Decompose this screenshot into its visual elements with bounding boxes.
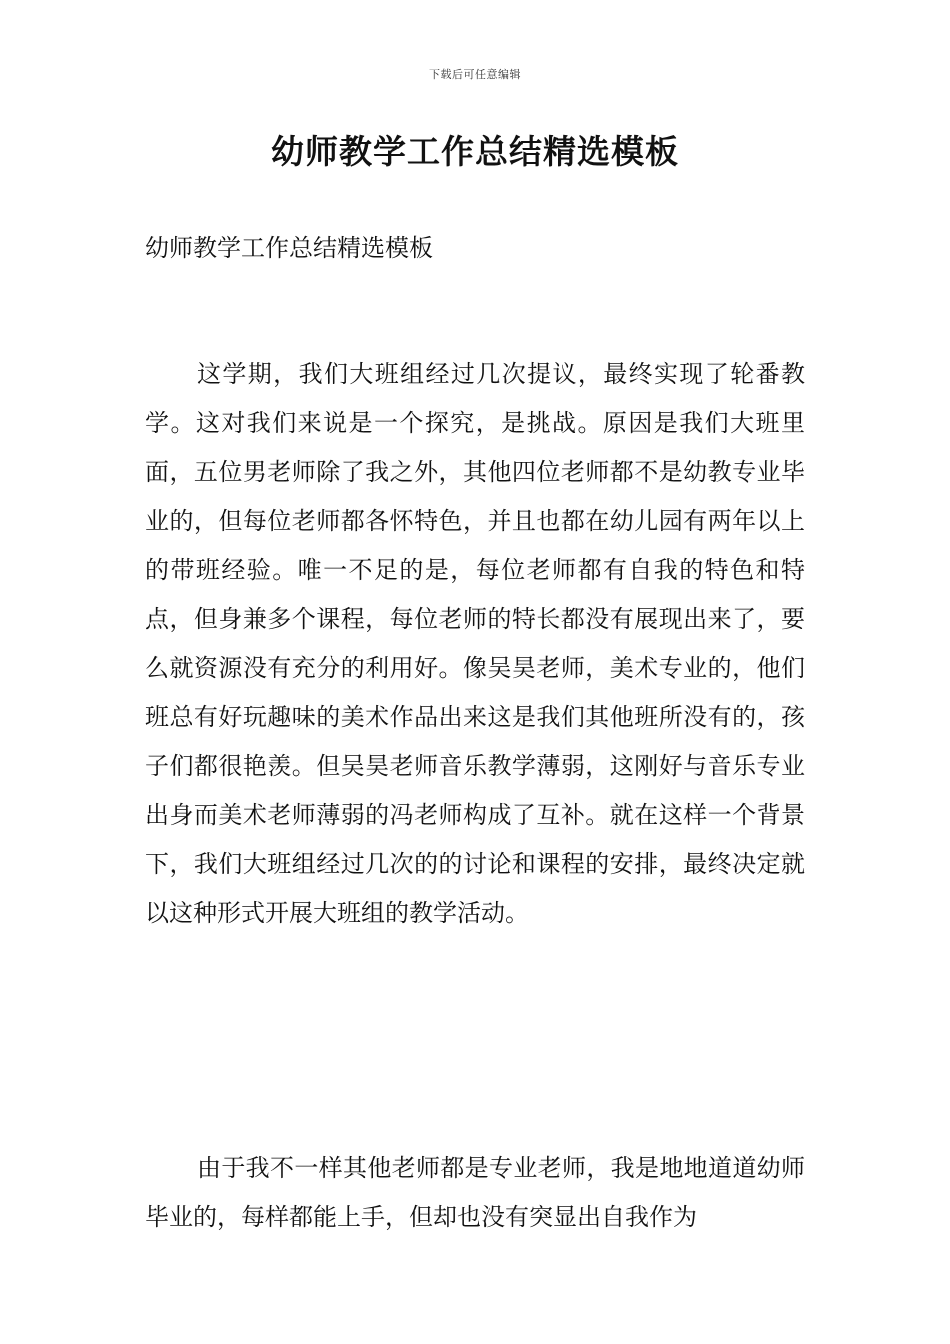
body-paragraph: 由于我不一样其他老师都是专业老师，我是地地道道幼师毕业的，每样都能上手，但却也没有突显出自我作为 <box>145 1154 805 1231</box>
page-title: 幼师教学工作总结精选模板 <box>271 132 679 171</box>
document-subtitle: 幼师教学工作总结精选模板 <box>145 234 433 262</box>
header-note: 下载后可任意编辑 <box>429 68 521 81</box>
body-paragraph: 这学期，我们大班组经过几次提议，最终实现了轮番教学。这对我们来说是一个探究，是挑战。原因是我们大班里面，五位男老师除了我之外，其他四位老师都不是幼教专业毕业的，但每位老师都各怀特色，并且也都在幼儿园有两年以上的带班经验。唯一不足的是，每位老师都有自我的特色和特点，但身兼多个课程，每位老师的特长都没有展现出来了，要么就资源没有充分的利用好。像吴昊老师，美术专业的，他们班总有好玩趣味的美术作品出来这是我们其他班所没有的，孩子们都很艳羡。但吴昊老师音乐教学薄弱，这刚好与音乐专业出身而美术老师薄弱的冯老师构成了互补。就在这样一个背景下，我们大班组经过几次的的讨论和课程的安排，最终决定就以这种形式开展大班组的教学活动。 <box>145 360 805 927</box>
